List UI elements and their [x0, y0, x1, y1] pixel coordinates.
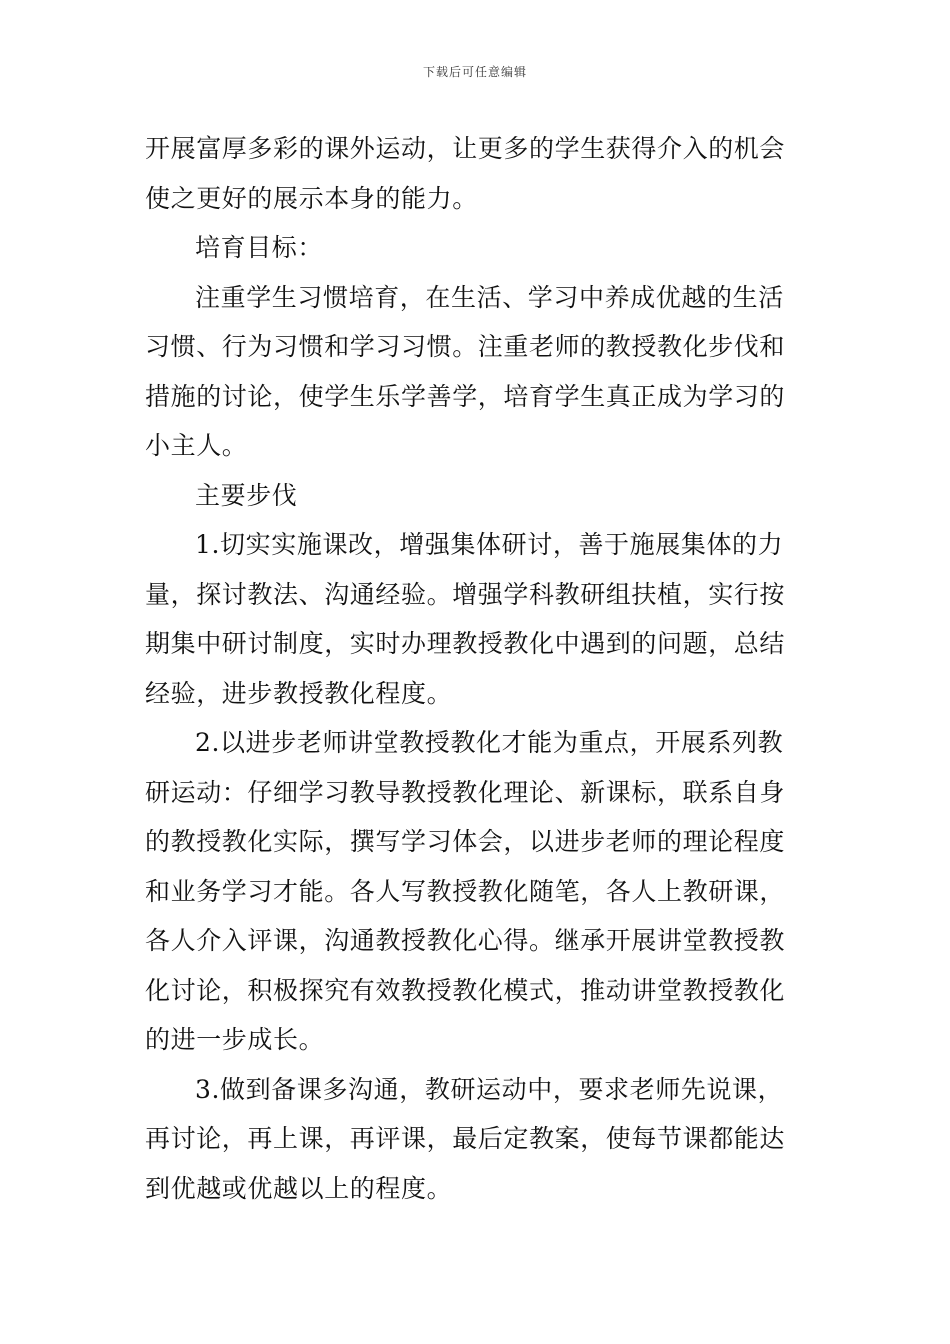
page-header: 下载后可任意编辑: [422, 65, 527, 79]
text-line: 再讨论，再上课，再评课，最后定教案，使每节课都能达: [145, 1124, 786, 1153]
text-line: 使之更好的展示本身的能力。: [145, 183, 478, 213]
text-line: 开展富厚多彩的课外运动，让更多的学生获得介入的机会: [145, 134, 786, 163]
text-line: 和业务学习才能。各人写教授教化随笔，各人上教研课，: [145, 876, 786, 906]
text-line: 量，探讨教法、沟通经验。增强学科教研组扶植，实行按: [145, 579, 786, 609]
text-line: 研运动：仔细学习教导教授教化理论、新课标，联系自身: [145, 777, 786, 807]
text-line: 措施的讨论，使学生乐学善学，培育学生真正成为学习的: [145, 381, 786, 411]
text-line: 1.切实实施课改，增强集体研讨，善于施展集体的力: [195, 530, 784, 559]
text-line: 3.做到备课多沟通，教研运动中，要求老师先说课，: [195, 1074, 784, 1104]
text-line: 到优越或优越以上的程度。: [145, 1173, 453, 1203]
text-line: 的进一步成长。: [145, 1025, 325, 1054]
text-line: 经验，进步教授教化程度。: [145, 678, 453, 708]
text-line: 各人介入评课，沟通教授教化心得。继承开展讲堂教授教: [145, 926, 786, 955]
text-line: 注重学生习惯培育，在生活、学习中养成优越的生活: [195, 282, 784, 312]
text-line: 2.以进步老师讲堂教授教化才能为重点，开展系列教: [195, 728, 784, 757]
text-line: 期集中研讨制度，实时办理教授教化中遇到的问题，总结: [145, 629, 786, 658]
text-line: 化讨论，积极探究有效教授教化模式，推动讲堂教授教化: [145, 975, 786, 1005]
section-heading: 主要步伐: [195, 480, 298, 510]
document-body: [145, 124, 810, 1213]
section-heading: 培育目标：: [195, 233, 324, 262]
text-line: 小主人。: [145, 431, 248, 460]
text-line: 的教授教化实际，撰写学习体会，以进步老师的理论程度: [145, 827, 786, 856]
text-line: 习惯、行为习惯和学习习惯。注重老师的教授教化步伐和: [145, 332, 786, 361]
